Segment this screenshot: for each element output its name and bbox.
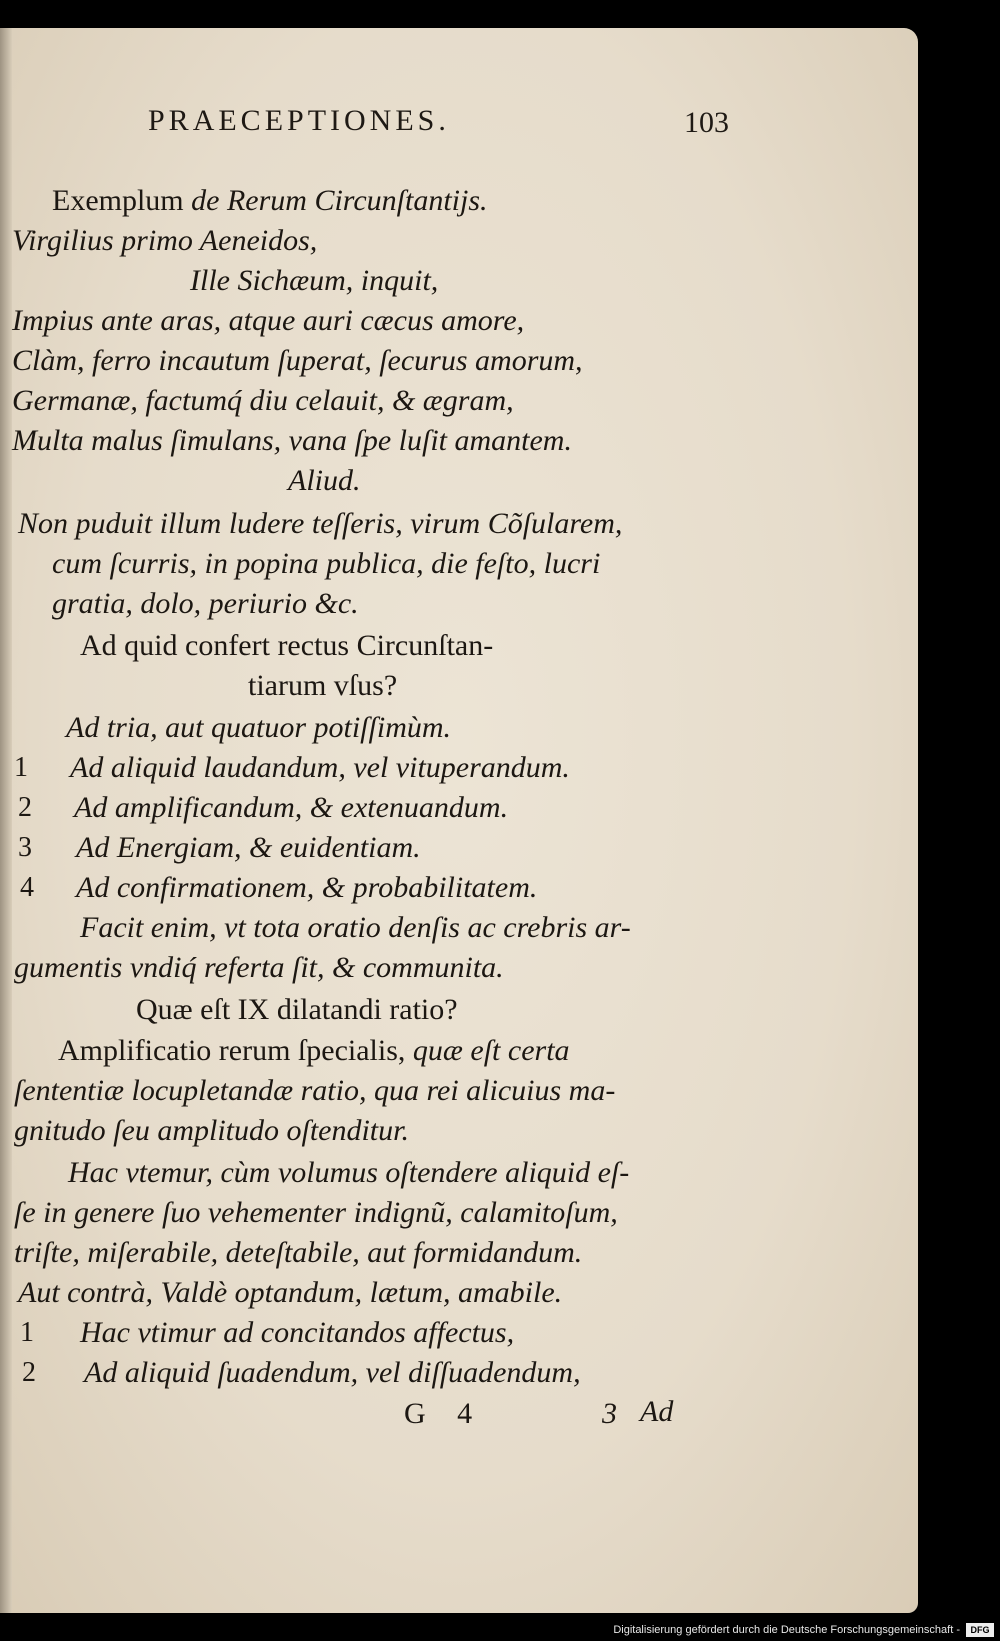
text-line: gratia, dolo, periurio &c. <box>52 587 359 620</box>
list-number: 1 <box>14 752 28 783</box>
text-line: Hac vtemur, cùm volumus oſtendere aliquid eſ- <box>68 1156 630 1189</box>
dfg-logo-icon: DFG <box>966 1623 994 1637</box>
text-line: Ad aliquid laudandum, vel vituperandum. <box>70 751 570 784</box>
text-line <box>58 1033 570 1069</box>
page-number: 103 <box>684 106 729 139</box>
text-line: Aut contrà, Valdè optandum, lætum, amabile. <box>18 1276 563 1309</box>
text-line: tiarum vſus? <box>248 669 398 702</box>
text-line: Non puduit illum ludere teſſeris, virum Cõſularem, <box>18 507 623 540</box>
book-page <box>0 28 918 1613</box>
footer-bar <box>0 1613 1000 1641</box>
text-line-italic: de Rerum Circunſtantijs. <box>191 184 488 217</box>
running-header: PRAECEPTIONES. <box>148 104 450 137</box>
text-line: ſententiæ locupletandæ ratio, qua rei alicuius ma- <box>14 1074 616 1107</box>
list-number: 2 <box>18 792 32 823</box>
text-line: Ad Energiam, & euidentiam. <box>76 831 421 864</box>
text-line: Hac vtimur ad concitandos affectus, <box>80 1316 515 1349</box>
text-line: Ad aliquid ſuadendum, vel diſſuadendum, <box>84 1356 581 1389</box>
text-line: ſe in genere ſuo vehementer indignũ, calamitoſum, <box>14 1196 618 1229</box>
list-number: 1 <box>20 1317 34 1348</box>
text-line: Impius ante aras, atque auri cæcus amore, <box>12 304 525 337</box>
list-number: 4 <box>20 872 34 903</box>
text-line: Ad confirmationem, & probabilitatem. <box>76 871 538 904</box>
text-line <box>52 183 488 219</box>
catchword: Ad <box>640 1395 674 1428</box>
text-line: Germanæ, factumq́ diu celauit, & ægram, <box>12 384 514 417</box>
signature-mark: G 4 <box>404 1397 473 1430</box>
text-line: Facit enim, vt tota oratio denſis ac crebris ar- <box>80 911 631 944</box>
text-line: Ad quid confert rectus Circunſtan- <box>80 629 494 662</box>
funding-credit: Digitalisierung gefördert durch die Deutsche Forschungsgemeinschaft - <box>613 1624 960 1636</box>
text-line-italic: quæ eſt certa <box>412 1034 570 1067</box>
text-line: triſte, miſerabile, deteſtabile, aut formidandum. <box>14 1236 583 1269</box>
text-line: Ille Sichæum, inquit, <box>190 264 439 297</box>
text-line: Quæ eſt IX dilatandi ratio? <box>136 993 458 1026</box>
text-line-roman: Amplificatio rerum ſpecialis, <box>58 1034 413 1067</box>
catchword-number: 3 <box>602 1397 617 1430</box>
text-line: Multa malus ſimulans, vana ſpe luſit amantem. <box>12 424 572 457</box>
text-line-roman: Exemplum <box>52 184 192 217</box>
text-line: Virgilius primo Aeneidos, <box>12 224 318 257</box>
text-line: gumentis vndiq́ referta ſit, & communita. <box>14 951 504 984</box>
text-line: Ad amplificandum, & extenuandum. <box>74 791 509 824</box>
text-line: Aliud. <box>288 464 361 497</box>
text-line: Clàm, ferro incautum ſuperat, ſecurus amorum, <box>12 344 583 377</box>
text-line: gnitudo ſeu amplitudo oſtenditur. <box>14 1114 409 1147</box>
list-number: 2 <box>22 1357 36 1388</box>
list-number: 3 <box>18 832 32 863</box>
text-line: cum ſcurris, in popina publica, die feſto, lucri <box>52 547 601 580</box>
text-line: Ad tria, aut quatuor potiſſimùm. <box>66 711 452 744</box>
